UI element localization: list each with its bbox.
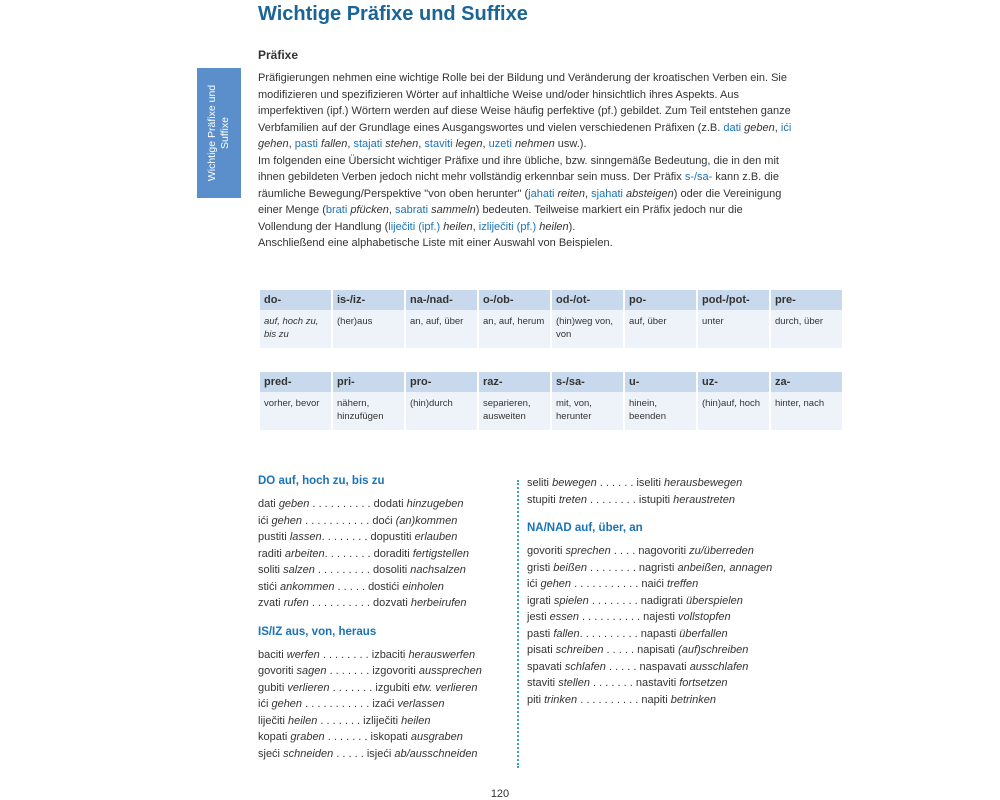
derived-verb: izbaciti	[371, 648, 406, 661]
derived-verb-meaning: ausschlafen	[689, 660, 749, 673]
base-verb: spavati	[527, 660, 562, 673]
base-verb: ići	[258, 698, 269, 710]
base-verb: raditi	[258, 547, 282, 560]
derived-verb-meaning: (auf)schreiben	[678, 644, 749, 656]
base-verb: dati	[258, 498, 276, 510]
base-verb-meaning: heilen	[287, 714, 318, 727]
prefix-cell: uz-	[698, 372, 769, 392]
base-verb-meaning: bewegen	[552, 477, 597, 489]
prefix-cell: pod-/pot-	[698, 290, 769, 310]
dot-leader: . . . .	[610, 545, 639, 557]
derived-verb: izgubiti	[375, 681, 410, 694]
verb-entry	[527, 692, 772, 709]
prefix-meaning-cell: auf, hoch zu, bis zu	[260, 310, 331, 348]
derived-verb-meaning: aussprechen	[418, 665, 482, 677]
derived-verb-meaning: herbeirufen	[410, 597, 467, 609]
base-verb: zvati	[258, 597, 281, 609]
base-verb-meaning: gehen	[540, 578, 572, 590]
verb-entry	[258, 496, 482, 513]
verb-entry	[527, 675, 772, 692]
base-verb-meaning: arbeiten	[284, 547, 325, 560]
base-verb-meaning: schlafen	[564, 660, 606, 673]
prefix-meaning-cell: (hin)auf, hoch	[698, 392, 769, 430]
prefix-cell: na-/nad-	[406, 290, 477, 310]
derived-verb: istupiti	[638, 493, 671, 506]
derived-verb-meaning: vollstopfen	[678, 611, 731, 623]
prefix-table-2	[258, 372, 844, 430]
dot-leader: . . . . . . . .	[324, 547, 374, 560]
side-tab-label: Wichtige Präfixe und Suffixe	[206, 84, 231, 182]
dot-leader: . . . . . . . .	[586, 561, 639, 574]
derived-verb-meaning: treffen	[667, 578, 699, 590]
prefix-meaning-cell: (hin)durch	[406, 392, 477, 430]
prefix-cell: za-	[771, 372, 842, 392]
verb-entry	[527, 560, 772, 577]
dot-leader: . . . . . . . . . .	[577, 693, 642, 706]
derived-verb-meaning: fortsetzen	[679, 677, 728, 689]
prefix-meaning-cell: auf, über	[625, 310, 696, 348]
dot-leader: . . . . . . .	[589, 677, 636, 689]
base-verb: seliti	[527, 477, 550, 489]
dot-leader: . . . . .	[333, 747, 367, 760]
dot-leader: . . . . . . .	[326, 665, 373, 677]
prefix-meaning-cell: an, auf, über	[406, 310, 477, 348]
prefix-table-1	[258, 290, 844, 348]
derived-verb: nagovoriti	[638, 545, 687, 557]
verb-entry	[258, 729, 482, 746]
base-verb: stići	[258, 580, 277, 593]
base-verb: govoriti	[258, 665, 294, 677]
dot-leader: . . . . . . . . . . .	[302, 514, 373, 527]
base-verb-meaning: sprechen	[565, 545, 611, 557]
base-verb-meaning: beißen	[553, 561, 587, 574]
dot-leader: . . . . . . . .	[319, 648, 372, 661]
base-verb-meaning: essen	[549, 611, 579, 623]
prefix-cell: s-/sa-	[552, 372, 623, 392]
prefix-cell: u-	[625, 372, 696, 392]
derived-verb: dozvati	[372, 597, 408, 609]
derived-verb: izaći	[372, 698, 395, 710]
derived-verb-meaning: anbeißen, annagen	[677, 561, 773, 574]
derived-verb: dopustiti	[370, 531, 412, 543]
base-verb: stupiti	[527, 493, 556, 506]
prefix-cell: do-	[260, 290, 331, 310]
base-verb-meaning: schreiben	[555, 644, 604, 656]
derived-verb: nadigrati	[640, 594, 683, 607]
derived-verb: doći	[372, 514, 393, 527]
verb-entry	[258, 546, 482, 563]
base-verb-meaning: sagen	[296, 665, 327, 677]
verb-entry	[527, 659, 772, 676]
dot-leader: . . . . . . . .	[588, 594, 641, 607]
prefix-cell: po-	[625, 290, 696, 310]
verb-entry	[258, 595, 482, 612]
example-column-right	[527, 475, 772, 708]
verb-entry	[527, 626, 772, 643]
dot-leader: . . . . . . . . . .	[309, 498, 374, 510]
base-verb-meaning: stellen	[558, 677, 590, 689]
derived-verb-meaning: etw. verlieren	[412, 681, 478, 694]
derived-verb-meaning: (an)kommen	[395, 514, 458, 527]
intro-text: Präfigierungen nehmen eine wichtige Rolle bei der Bildung und Veränderung der kroatischen Verben ein. Sie modifizieren und spezifizieren Wörter auf inhaltliche Weise und/oder hinsichtlich ihres Aspekts. Aus imperfektiven (ipf.) Wörtern werden auf diese Weise häufig perfektive (pf.) gebildet. Zum Teil entstehen ganze Verbfamilien auf der Grundlage eines Ausgangswortes und vielen verschiedenen Präfixen (z.B. dati geben, ići gehen, pasti fallen, stajati stehen, staviti legen, uzeti nehmen usw.). Im folgenden eine Übersicht wichtiger Präfixe und ihre übliche, bzw. sinngemäße Bedeutung, die in den mit ihnen gebildeten Verben jedoch nicht mehr vollständig erkennbar sein muss. Der Präfix s-/sa- kann z.B. die räumliche Bewegung/Perspektive "von oben herunter" (jahati reiten, sjahati absteigen) oder die Vereinigung einer Menge (brati pfücken, sabrati sammeln) bedeuten. Teilweise markiert ein Präfix jedoch nur die Vollendung der Handlung (liječiti (ipf.) heilen, izliječiti (pf.) heilen). Anschließend eine alphabetische Liste mit einer Auswahl von Beispielen.	[258, 72, 792, 249]
verb-entry	[527, 543, 772, 560]
derived-verb-meaning: überfallen	[679, 627, 728, 640]
base-verb-meaning: graben	[290, 731, 325, 743]
derived-verb: nastaviti	[635, 677, 677, 689]
base-verb: pustiti	[258, 531, 287, 543]
derived-verb-meaning: nachsalzen	[410, 564, 466, 576]
prefix-meaning-cell: nähern, hinzufügen	[333, 392, 404, 430]
prefix-cell: o-/ob-	[479, 290, 550, 310]
prefix-meaning-cell: (her)aus	[333, 310, 404, 348]
prefix-cell: pre-	[771, 290, 842, 310]
verb-entry	[258, 746, 482, 763]
section-heading: DO auf, hoch zu, bis zu	[258, 475, 385, 487]
base-verb-meaning: treten	[558, 493, 587, 506]
derived-verb-meaning: betrinken	[670, 693, 716, 706]
base-verb-meaning: geben	[278, 498, 310, 510]
section-heading: NA/NAD auf, über, an	[527, 522, 643, 534]
base-verb: gubiti	[258, 681, 285, 694]
verb-entry	[258, 696, 482, 713]
derived-verb: najesti	[643, 611, 675, 623]
base-verb-meaning: rufen	[283, 597, 309, 609]
base-verb: kopati	[258, 731, 288, 743]
base-verb: sjeći	[258, 747, 281, 760]
derived-verb: iseliti	[636, 477, 661, 489]
base-verb: baciti	[258, 648, 284, 661]
dot-leader: . . . . .	[605, 660, 640, 673]
dot-leader: . . . . . . . .	[321, 531, 371, 543]
base-verb-meaning: trinken	[544, 693, 578, 706]
base-verb: pisati	[527, 644, 553, 656]
prefix-meaning-cell: hinter, nach	[771, 392, 842, 430]
dot-leader: . . . . . . . . . .	[579, 627, 641, 640]
derived-verb-meaning: ab/ausschneiden	[394, 747, 478, 760]
verb-entry	[258, 562, 482, 579]
verb-entry	[527, 593, 772, 610]
prefix-cell: pro-	[406, 372, 477, 392]
dot-leader: . . . . . .	[596, 477, 637, 489]
section-heading: IS/IZ aus, von, heraus	[258, 625, 377, 638]
prefix-cell: pri-	[333, 372, 404, 392]
derived-verb: iskopati	[370, 731, 408, 743]
base-verb-meaning: ankommen	[280, 580, 335, 593]
derived-verb: napiti	[641, 693, 668, 706]
page-number: 120	[490, 788, 510, 800]
section-subheading: Präfixe	[258, 48, 299, 62]
derived-verb-meaning: fertigstellen	[412, 547, 469, 560]
base-verb: jesti	[527, 611, 547, 623]
prefix-meaning-cell: (hin)weg von, von	[552, 310, 623, 348]
dot-leader: . . . . . . .	[329, 681, 376, 694]
base-verb: ići	[527, 578, 538, 590]
prefix-meaning-cell: separieren, ausweiten	[479, 392, 550, 430]
verb-entry	[258, 513, 482, 530]
prefix-meaning-cell: mit, von, herunter	[552, 392, 623, 430]
dot-leader: . . . . . . . . .	[314, 564, 373, 576]
verb-entry	[258, 579, 482, 596]
dot-leader: . . . . .	[334, 580, 369, 593]
base-verb-meaning: gehen	[271, 698, 303, 710]
derived-verb-meaning: überspielen	[686, 594, 743, 607]
verb-entry	[258, 647, 482, 664]
base-verb: liječiti	[258, 714, 285, 727]
derived-verb: nagristi	[638, 561, 675, 574]
verb-entry	[527, 609, 772, 626]
derived-verb-meaning: hinzugeben	[406, 498, 464, 510]
derived-verb-meaning: herausbewegen	[663, 477, 743, 489]
derived-verb-meaning: heraustreten	[673, 493, 735, 506]
derived-verb: dostići	[368, 580, 400, 593]
verb-entry	[258, 663, 482, 680]
base-verb-meaning: werfen	[286, 648, 320, 661]
derived-verb-meaning: heilen	[401, 714, 431, 727]
dot-leader: . . . . .	[603, 644, 638, 656]
base-verb-meaning: spielen	[553, 594, 589, 607]
base-verb: pasti	[527, 627, 551, 640]
base-verb: igrati	[527, 594, 551, 607]
prefix-meaning-cell: durch, über	[771, 310, 842, 348]
dot-leader: . . . . . . . . . .	[578, 611, 644, 623]
derived-verb: doraditi	[373, 547, 410, 560]
derived-verb: naspavati	[639, 660, 687, 673]
base-verb-meaning: fallen	[553, 627, 580, 640]
prefix-cell: raz-	[479, 372, 550, 392]
base-verb-meaning: lassen	[289, 531, 322, 543]
derived-verb-meaning: erlauben	[414, 531, 458, 543]
base-verb: staviti	[527, 677, 556, 689]
dot-leader: . . . . . . . .	[586, 493, 639, 506]
derived-verb: izliječiti	[363, 714, 399, 727]
derived-verb: izgovoriti	[372, 665, 416, 677]
derived-verb: napisati	[637, 644, 675, 656]
base-verb-meaning: verlieren	[287, 681, 330, 694]
derived-verb-meaning: einholen	[402, 580, 444, 593]
derived-verb: dodati	[373, 498, 404, 510]
verb-entry	[258, 713, 482, 730]
page-title: Wichtige Präfixe und Suffixe	[258, 3, 528, 25]
base-verb: ići	[258, 514, 269, 527]
verb-entry	[258, 680, 482, 697]
derived-verb-meaning: herauswerfen	[408, 648, 476, 661]
derived-verb: isjeći	[366, 747, 392, 760]
prefix-meaning-cell: hinein, beenden	[625, 392, 696, 430]
verb-entry	[527, 642, 772, 659]
prefix-meaning-cell: an, auf, herum	[479, 310, 550, 348]
derived-verb-meaning: zu/überreden	[689, 545, 754, 557]
dot-leader: . . . . . . . . . . .	[302, 698, 373, 710]
dot-leader: . . . . . . .	[324, 731, 371, 743]
prefix-cell: pred-	[260, 372, 331, 392]
base-verb-meaning: salzen	[283, 564, 315, 576]
base-verb: gristi	[527, 561, 551, 574]
base-verb-meaning: gehen	[271, 514, 303, 527]
verb-entry	[527, 475, 772, 492]
verb-entry	[527, 492, 772, 509]
prefix-cell: od-/ot-	[552, 290, 623, 310]
derived-verb: naići	[641, 578, 664, 590]
derived-verb: napasti	[640, 627, 677, 640]
base-verb: govoriti	[527, 545, 563, 557]
prefix-meaning-cell: unter	[698, 310, 769, 348]
chapter-side-tab	[197, 68, 241, 198]
dot-leader: . . . . . . .	[317, 714, 364, 727]
verb-entry	[258, 529, 482, 546]
column-divider	[517, 480, 519, 768]
base-verb: soliti	[258, 564, 281, 576]
prefix-meaning-cell: vorher, bevor	[260, 392, 331, 430]
prefix-cell: is-/iz-	[333, 290, 404, 310]
example-column-left	[258, 475, 482, 762]
base-verb: piti	[527, 693, 542, 706]
dot-leader: . . . . . . . . . .	[308, 597, 373, 609]
derived-verb-meaning: ausgraben	[410, 731, 463, 743]
base-verb-meaning: schneiden	[283, 747, 334, 760]
derived-verb-meaning: verlassen	[397, 698, 445, 710]
dot-leader: . . . . . . . . . . .	[571, 578, 642, 590]
derived-verb: dosoliti	[372, 564, 408, 576]
verb-entry	[527, 576, 772, 593]
